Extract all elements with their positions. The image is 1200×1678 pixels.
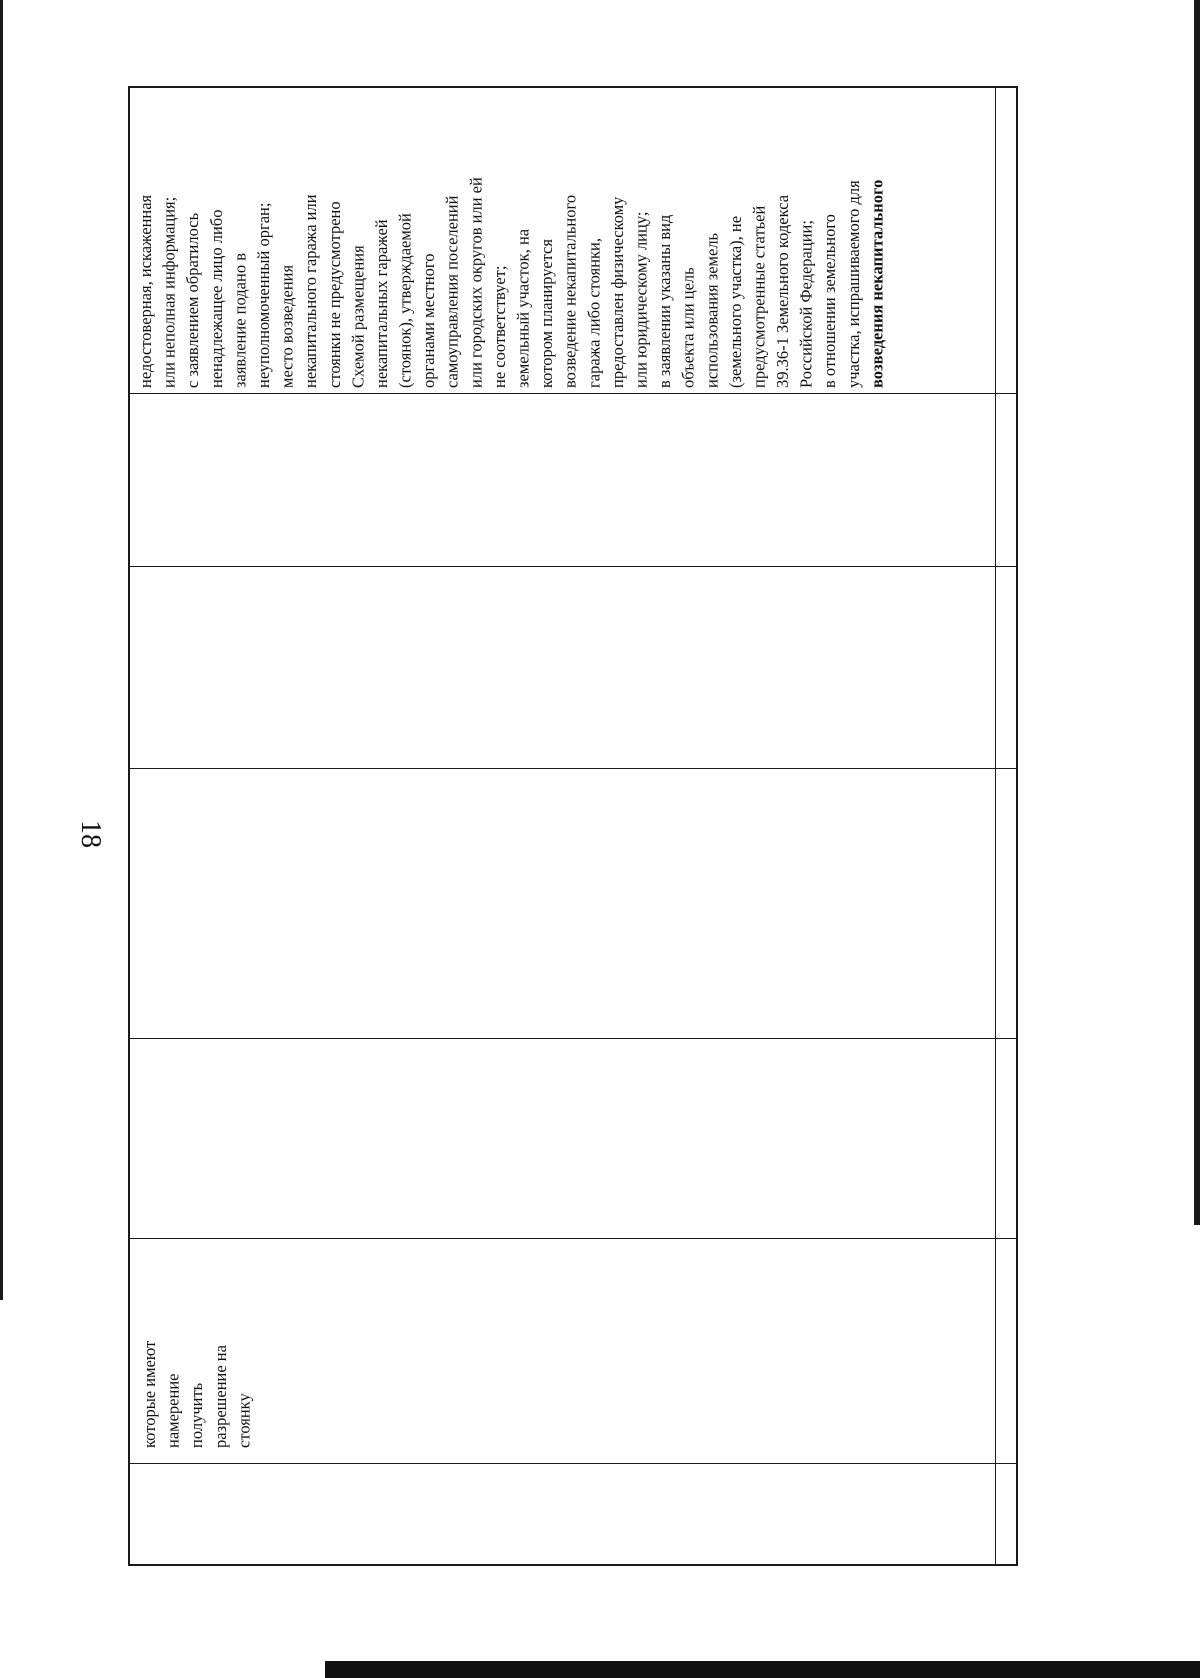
text-line: которые имеют <box>140 1340 159 1448</box>
text-line: возведение некапитального <box>560 194 580 388</box>
page-number <box>68 812 112 856</box>
text-line: Российской Федерации; <box>796 220 816 388</box>
document-table <box>128 86 1018 1566</box>
text-line: участка, испрашиваемого для <box>843 180 863 388</box>
scan-edge-bottom <box>325 1661 1200 1678</box>
table-row-separator <box>130 1238 1016 1239</box>
table-row-separator <box>130 1463 1016 1464</box>
text-line: некапитального гаража или <box>301 194 321 388</box>
text-line: или юридическому лицу; <box>631 211 651 388</box>
text-line: неуполномоченный орган; <box>253 202 273 388</box>
text-line: (стоянок), утверждаемой <box>395 213 415 388</box>
scan-edge-left <box>0 0 3 1300</box>
text-line: котором планируется <box>537 239 557 388</box>
text-line: предоставлен физическому <box>607 196 627 388</box>
table-border-line <box>995 88 996 1564</box>
text-line: стоянки не предусмотрено <box>324 201 344 388</box>
text-line: или городских округов или ей <box>466 177 486 388</box>
text-line: получить <box>187 1382 207 1448</box>
cell-applicant-description <box>138 1248 268 1448</box>
text-line: не соответствует; <box>489 265 509 388</box>
text-line: объекта или цель <box>678 267 698 388</box>
text-line: или неполная информация; <box>159 196 179 388</box>
text-line: в заявлении указаны вид <box>655 214 675 388</box>
page-number-text: 18 <box>75 820 106 848</box>
text-line: заявление подано в <box>230 253 250 388</box>
text-line: земельный участок, на <box>513 228 533 388</box>
text-line: использования земель <box>702 232 722 388</box>
text-line: намерение <box>163 1373 183 1448</box>
text-line: недостоверная, искаженная <box>136 194 155 388</box>
text-line: в отношении земельного <box>820 214 840 388</box>
text-line: место возведения <box>277 264 297 388</box>
table-row-separator <box>130 1038 1016 1039</box>
text-line: предусмотренные статьей <box>749 205 769 388</box>
text-line: органами местного <box>419 253 439 388</box>
cell-refusal-grounds <box>134 96 992 388</box>
table-row-separator <box>130 566 1016 567</box>
text-line: с заявлением обратилось <box>183 212 203 388</box>
text-line: возведения некапитального <box>867 179 887 388</box>
text-line: гаража либо стоянки, <box>584 238 604 388</box>
scan-edge-right <box>1194 0 1200 1225</box>
text-line: Схемой размещения <box>348 245 368 388</box>
text-line: ненадлежащее лицо либо <box>206 209 226 388</box>
table-row-separator <box>130 393 1016 394</box>
text-line: стоянку <box>234 1393 254 1448</box>
text-line: самоуправления поселений <box>442 195 462 388</box>
text-line: 39.36-1 Земельного кодекса <box>773 194 793 388</box>
text-line: разрешение на <box>210 1345 230 1448</box>
text-line: некапитальных гаражей <box>371 219 391 388</box>
text-line: (земельного участка), не <box>725 215 745 388</box>
table-row-separator <box>130 768 1016 769</box>
